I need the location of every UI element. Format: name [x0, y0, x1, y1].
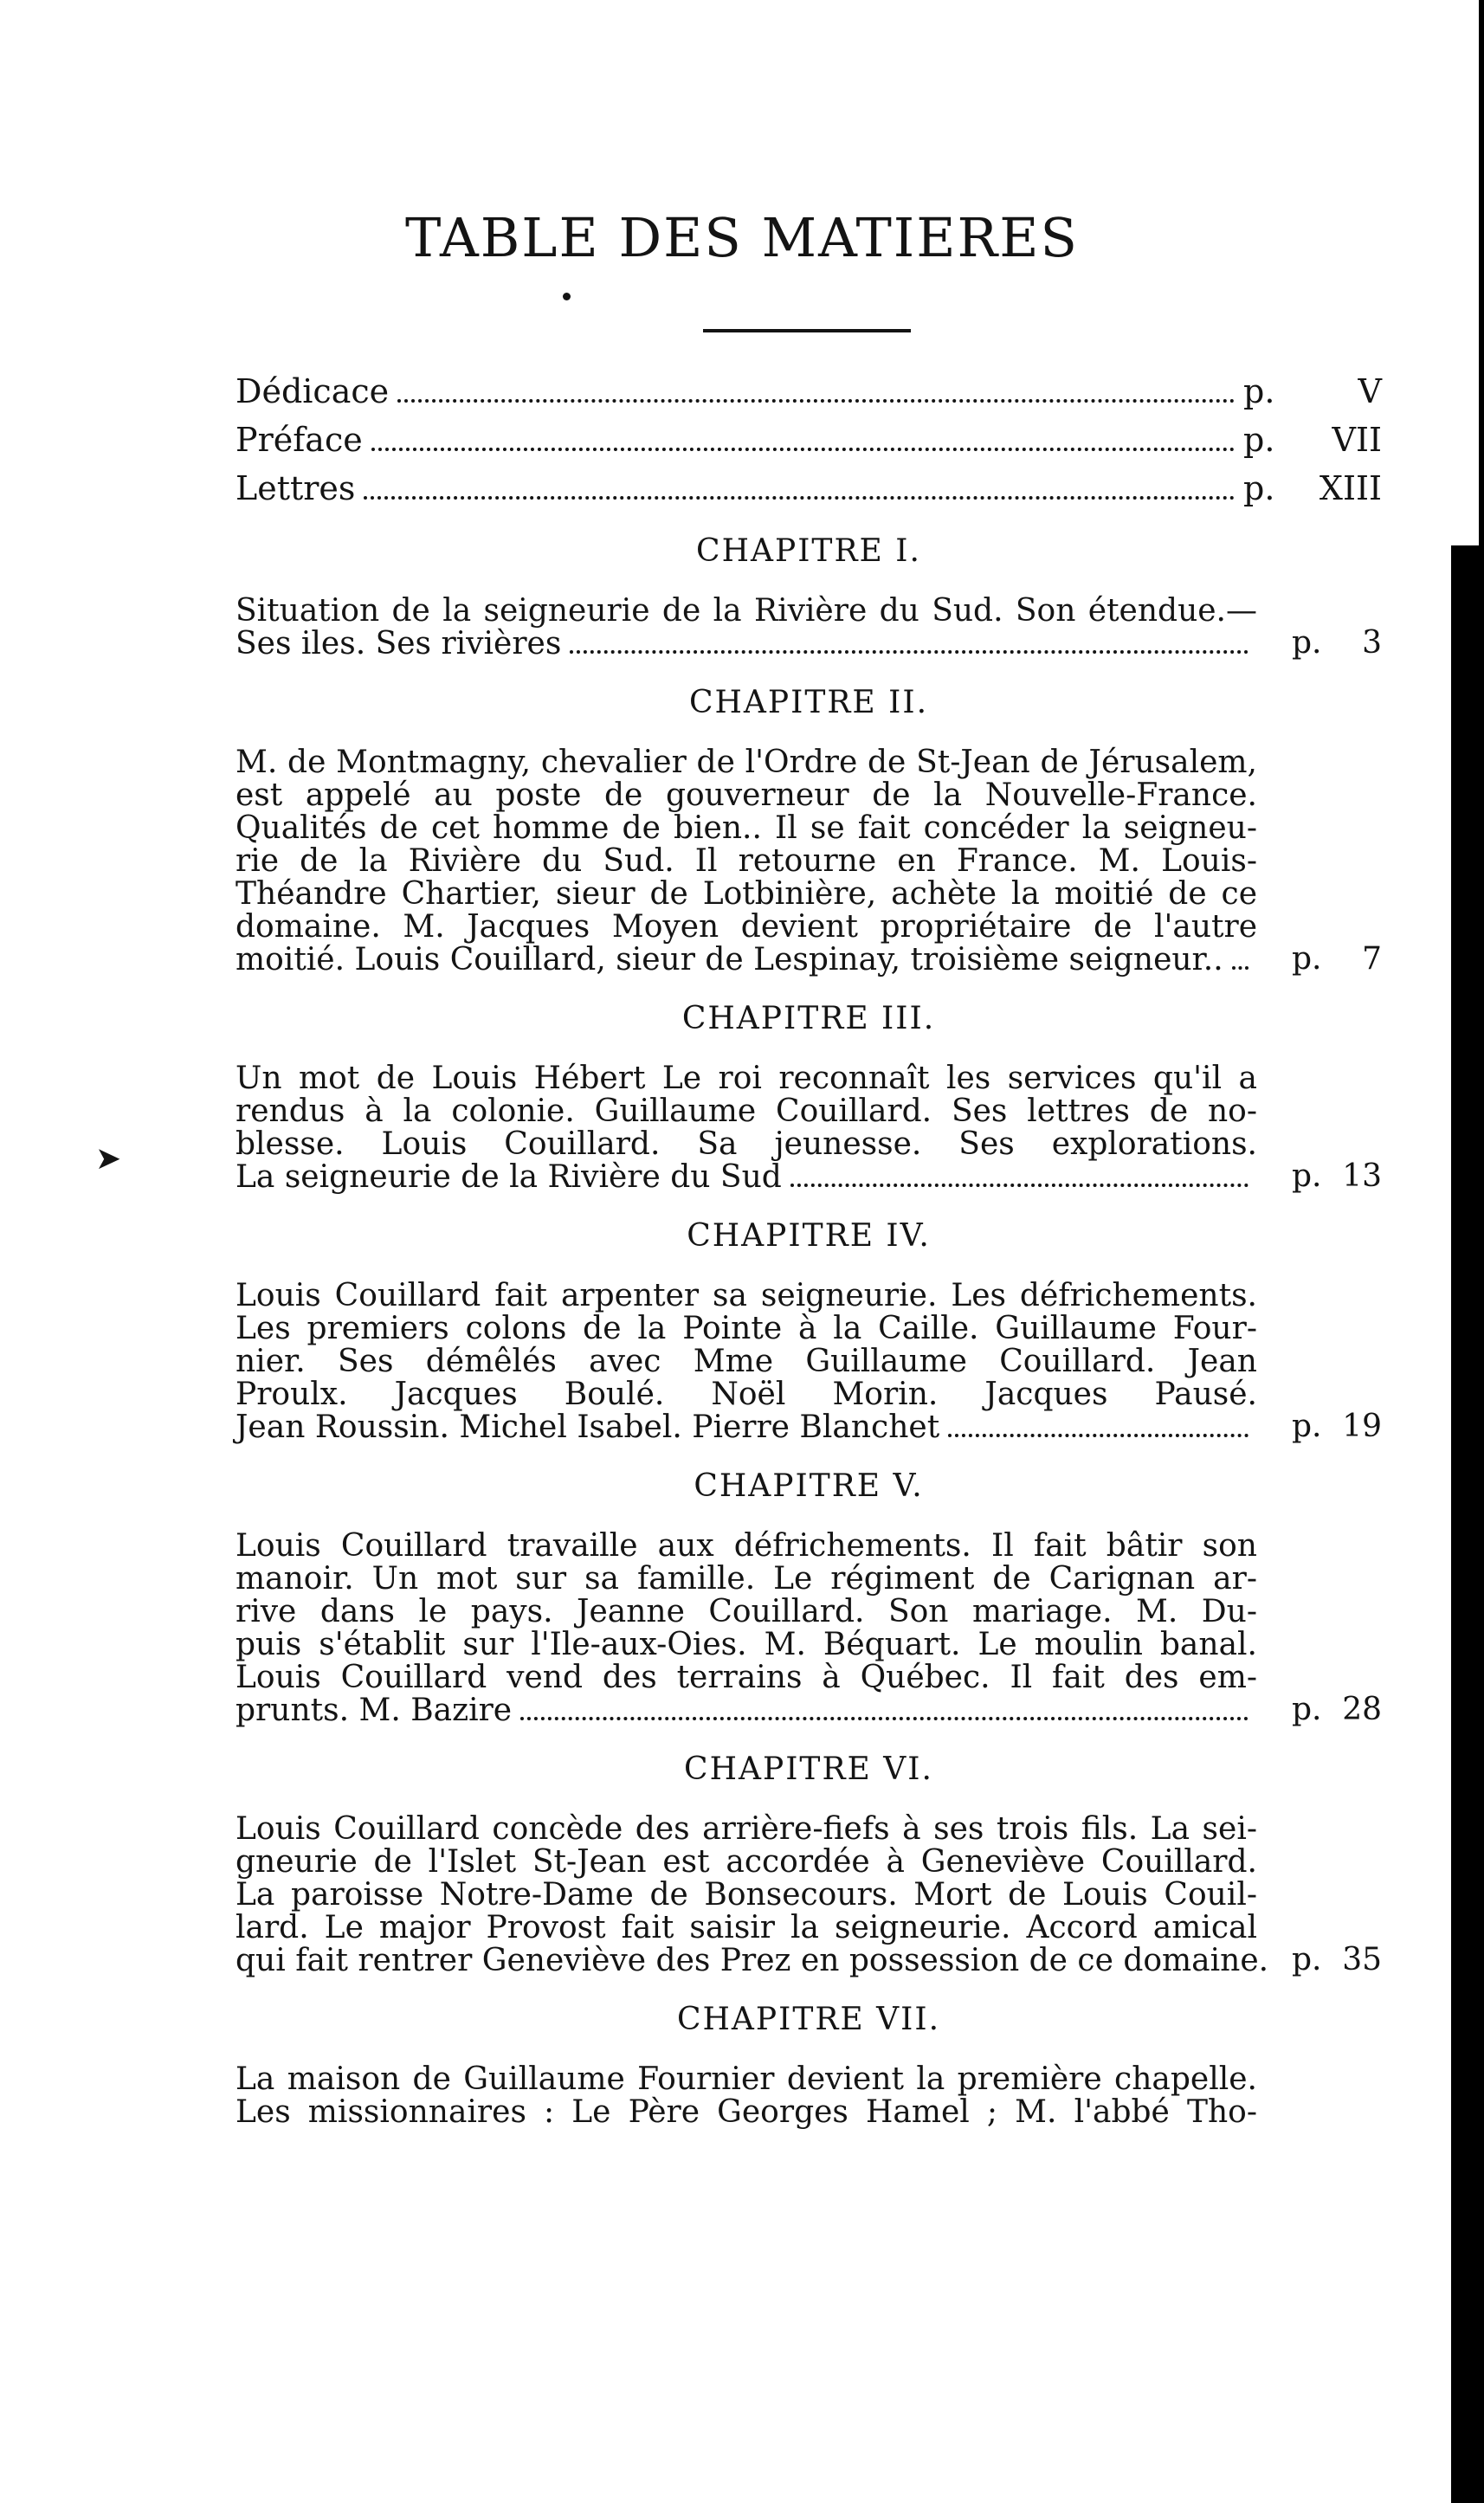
chapter-block — [236, 533, 1382, 661]
page-abbrev: p. — [1292, 941, 1322, 977]
toc-entry — [236, 469, 1382, 518]
table-of-contents — [236, 372, 1382, 2153]
toc-entry — [236, 421, 1382, 469]
page-reference — [1292, 1692, 1382, 1727]
summary-last-line — [236, 1161, 1257, 1194]
stray-mark-icon: ➤ — [95, 1141, 122, 1177]
ink-dot — [563, 293, 571, 300]
summary-line: Louis Couillard vend des terrains à Québec. Il fait des em- — [236, 1661, 1257, 1694]
summary-line: manoir. Un mot sur sa famille. Le régiment de Carignan ar- — [236, 1563, 1257, 1596]
chapter-heading: CHAPITRE IV. — [687, 1218, 931, 1254]
page-number: 3 — [1362, 625, 1382, 661]
chapter-summary — [236, 2063, 1257, 2129]
page-abbrev: p. — [1243, 372, 1275, 410]
summary-line: Théandre Chartier, sieur de Lotbinière, achète la moitié de ce — [236, 878, 1257, 911]
page-number: V — [1358, 372, 1382, 410]
summary-line: puis s'établit sur l'Ile-aux-Oies. M. Béquart. Le moulin banal. — [236, 1629, 1257, 1661]
page-number: 19 — [1342, 1409, 1382, 1444]
summary-last-line — [236, 1411, 1257, 1444]
summary-line: Jean Roussin. Michel Isabel. Pierre Blanchet — [236, 1410, 940, 1445]
summary-line: moitié. Louis Couillard, sieur de Lespinay, troisième seigneur.. — [236, 942, 1223, 977]
page-abbrev: p. — [1292, 1409, 1322, 1444]
front-matter — [236, 372, 1382, 518]
summary-line: Les premiers colons de la Pointe à la Caille. Guillaume Four- — [236, 1313, 1257, 1345]
chapter-summary — [236, 1530, 1257, 1727]
summary-last-line — [236, 628, 1257, 661]
chapter-block — [236, 1751, 1382, 1977]
page-reference — [1292, 1158, 1382, 1194]
summary-line: La paroisse Notre-Dame de Bonsecours. Mort de Louis Couil- — [236, 1879, 1257, 1912]
summary-line: rie de la Rivière du Sud. Il retourne en France. M. Louis- — [236, 845, 1257, 878]
summary-line: qui fait rentrer Geneviève des Prez en possession de ce domaine. — [236, 1943, 1269, 1978]
summary-line: prunts. M. Bazire — [236, 1693, 513, 1728]
summary-last-line — [236, 1694, 1257, 1727]
chapter-summary — [236, 1280, 1257, 1444]
chapter-heading: CHAPITRE V. — [694, 1468, 924, 1504]
chapter-list — [236, 533, 1382, 1977]
chapter-heading: CHAPITRE II. — [688, 685, 929, 720]
summary-line: Louis Couillard travaille aux défrichements. Il fait bâtir son — [236, 1530, 1257, 1563]
summary-last-line — [236, 1943, 1269, 1978]
page-number: VII — [1332, 421, 1382, 459]
summary-last-line — [236, 944, 1257, 977]
page-reference — [1292, 625, 1382, 661]
summary-line: rive dans le pays. Jeanne Couillard. Son mariage. M. Du- — [236, 1596, 1257, 1629]
summary-line: domaine. M. Jacques Moyen devient propriétaire de l'autre — [236, 911, 1257, 944]
dot-leader — [790, 1164, 1248, 1187]
summary-line: M. de Montmagny, chevalier de l'Ordre de St-Jean de Jérusalem, — [236, 746, 1257, 779]
page-abbrev: p. — [1292, 625, 1322, 661]
entry-label: Lettres — [236, 469, 356, 507]
dot-leader — [570, 631, 1248, 654]
summary-line: Les missionnaires : Le Père Georges Hamel ; M. l'abbé Tho- — [236, 2096, 1257, 2129]
page-abbrev: p. — [1292, 1158, 1322, 1194]
chapter-heading: CHAPITRE VII. — [676, 2002, 941, 2037]
chapter-block — [236, 1001, 1382, 1194]
title-rule — [703, 329, 911, 332]
page-abbrev: p. — [1292, 1942, 1322, 1977]
chapter-block — [236, 1218, 1382, 1444]
chapter-summary — [236, 1062, 1257, 1194]
chapter-heading: CHAPITRE VI. — [684, 1751, 933, 1787]
page-reference — [1292, 1409, 1382, 1444]
summary-line: est appelé au poste de gouverneur de la Nouvelle-France. — [236, 779, 1257, 812]
summary-line: gneurie de l'Islet St-Jean est accordée à Geneviève Couillard. — [236, 1846, 1257, 1879]
page-reference — [1292, 1942, 1382, 1977]
summary-line: blesse. Louis Couillard. Sa jeunesse. Ses explorations. — [236, 1128, 1257, 1161]
chapter-7 — [236, 2002, 1382, 2129]
chapter-heading: CHAPITRE III. — [681, 1001, 936, 1036]
dot-leader — [397, 378, 1235, 403]
page-number: 28 — [1342, 1692, 1382, 1727]
summary-line: Un mot de Louis Hébert Le roi reconnaît les services qu'il a — [236, 1062, 1257, 1095]
summary-line: Louis Couillard concède des arrière-fiefs à ses trois fils. La sei- — [236, 1813, 1257, 1846]
page-number: 7 — [1362, 941, 1382, 977]
summary-line: La maison de Guillaume Fournier devient la première chapelle. — [236, 2063, 1257, 2096]
entry-label: Dédicace — [236, 372, 390, 410]
toc-entry — [236, 372, 1382, 421]
summary-line: Ses iles. Ses rivières — [236, 626, 562, 661]
summary-line: rendus à la colonie. Guillaume Couillard. Ses lettres de no- — [236, 1095, 1257, 1128]
entry-label: Préface — [236, 421, 363, 459]
page-abbrev: p. — [1243, 421, 1275, 459]
chapter-summary — [236, 746, 1257, 977]
chapter-block — [236, 1468, 1382, 1727]
page-abbrev: p. — [1243, 469, 1275, 507]
page-abbrev: p. — [1292, 1692, 1322, 1727]
page-number: 13 — [1342, 1158, 1382, 1194]
summary-line: Situation de la seigneurie de la Rivière du Sud. Son étendue.— — [236, 595, 1257, 628]
dot-leader — [364, 475, 1235, 500]
chapter-summary — [236, 595, 1257, 661]
chapter-heading: CHAPITRE I. — [696, 533, 921, 569]
dot-leader — [520, 1698, 1248, 1720]
summary-line: La seigneurie de la Rivière du Sud — [236, 1159, 782, 1195]
page-number: XIII — [1319, 469, 1382, 507]
dot-leader — [1232, 947, 1248, 970]
chapter-summary — [236, 1813, 1269, 1978]
summary-line: nier. Ses démêlés avec Mme Guillaume Couillard. Jean — [236, 1345, 1257, 1378]
summary-line: Louis Couillard fait arpenter sa seigneurie. Les défrichements. — [236, 1280, 1257, 1313]
dot-leader — [948, 1415, 1248, 1437]
page-number: 35 — [1342, 1942, 1382, 1977]
dot-leader — [371, 427, 1235, 451]
page-reference — [1292, 941, 1382, 977]
summary-line: Qualités de cet homme de bien.. Il se fait concéder la seigneu- — [236, 812, 1257, 845]
page-title: TABLE DES MATIERES — [405, 206, 1079, 269]
scan-edge-thin — [1479, 0, 1484, 2503]
summary-line: lard. Le major Provost fait saisir la seigneurie. Accord amical — [236, 1912, 1257, 1945]
chapter-block — [236, 685, 1382, 977]
summary-line: Proulx. Jacques Boulé. Noël Morin. Jacques Pausé. — [236, 1378, 1257, 1411]
